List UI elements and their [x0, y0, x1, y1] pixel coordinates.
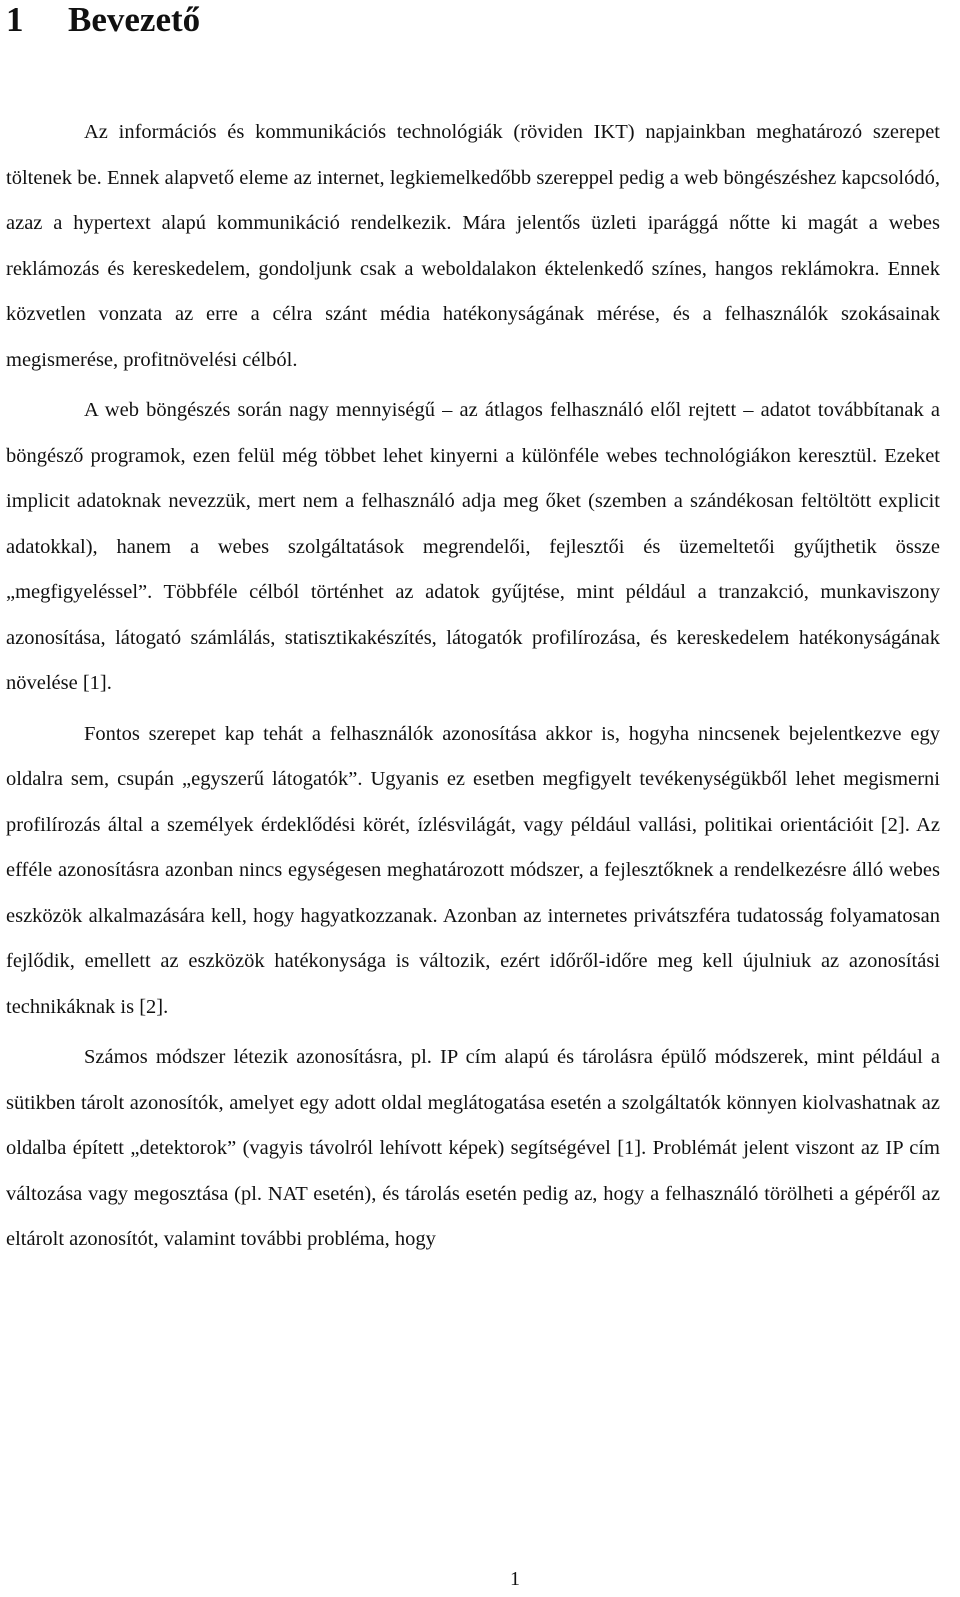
chapter-number: 1: [6, 0, 24, 39]
paragraph: Számos módszer létezik azonosításra, pl. IP cím alapú és tárolásra épülő módszerek, mint például a sütikben tárolt azonosítók, amelyet egy adott oldal meglátogatása esetén a szolgáltatók könnyen kiolvashatnak az oldalba épített „detektorok” (vagyis távolról lehívott képek) segítségével [1]. Problémát jelent viszont az IP cím változása vagy megosztása (pl. NAT esetén), és tárolás esetén pedig az, hogy a felhasználó törölheti a gépéről az eltárolt azonosítót, valamint további probléma, hogy: [6, 1046, 940, 1250]
paragraph: Az információs és kommunikációs technológiák (röviden IKT) napjainkban meghatározó szerepet töltenek be. Ennek alapvető eleme az internet, legkiemelkedőbb szereppel pedig a web böngészéshez kapcsolódó, azaz a hypertext alapú kommunikáció rendelkezik. Mára jelentős üzleti iparággá nőtte ki magát a webes reklámozás és kereskedelem, gondoljunk csak a weboldalakon éktelenkedő színes, hangos reklámokra. Ennek közvetlen vonzata az erre a célra szánt média hatékonyságának mérése, és a felhasználók szokásainak megismerése, profitnövelési célból.: [6, 121, 940, 371]
paragraph: A web böngészés során nagy mennyiségű – az átlagos felhasználó elől rejtett – adatot továbbítanak a böngésző programok, ezen felül még többet lehet kinyerni a különféle webes technológiákon keresztül. Ezeket implicit adatoknak nevezzük, mert nem a felhasználó adja meg őket (szemben a szándékosan feltöltött explicit adatokkal), hanem a webes szolgáltatások megrendelői, fejlesztői és üzemeltetői gyűjthetik össze „megfigyeléssel”. Többféle célból történhet az adatok gyűjtése, mint például a tranzakció, munkaviszony azonosítása, látogató számlálás, statisztikakészítés, látogatók profilírozása, és kereskedelem hatékonyságának növelése [1].: [6, 399, 940, 694]
body-text: [6, 110, 940, 1268]
chapter-title: Bevezető: [68, 0, 201, 39]
chapter-heading: [6, 0, 200, 40]
page-number: 1: [510, 1568, 520, 1590]
paragraph: Fontos szerepet kap tehát a felhasználók azonosítása akkor is, hogyha nincsenek bejelentkezve egy oldalra sem, csupán „egyszerű látogatók”. Ugyanis ez esetben megfigyelt tevékenységükből lehet megismerni profilírozás által a személyek érdeklődési körét, ízlésvilágát, vagy például vallási, politikai orientációit [2]. Az efféle azonosításra azonban nincs egységesen meghatározott módszer, a fejlesztőknek a rendelkezésre álló webes eszközök alkalmazására kell, hogy hagyatkozzanak. Azonban az internetes privátszféra tudatosság folyamatosan fejlődik, emellett az eszközök hatékonysága is változik, ezért időről-időre meg kell újulniuk az azonosítási technikáknak is [2].: [6, 722, 940, 1018]
